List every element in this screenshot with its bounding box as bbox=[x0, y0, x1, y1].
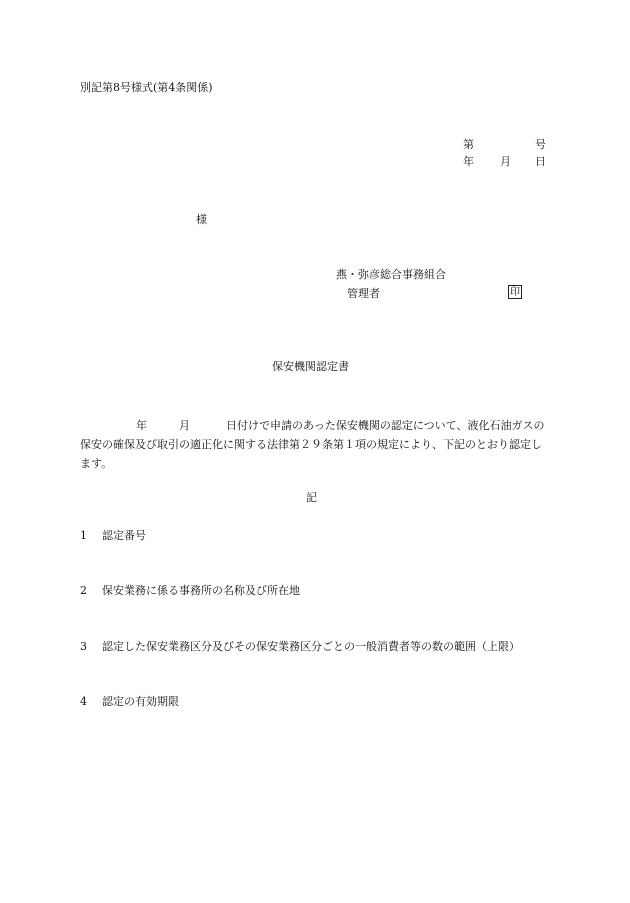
date-day-label: 日 bbox=[535, 155, 546, 168]
date-year-label: 年 bbox=[463, 155, 474, 168]
body-year-label: 年 bbox=[136, 419, 147, 432]
date-month-label: 月 bbox=[500, 155, 511, 168]
document-number-suffix: 号 bbox=[535, 138, 546, 151]
seal-box: 印 bbox=[510, 287, 520, 298]
list-item bbox=[80, 695, 179, 709]
ki-heading: 記 bbox=[306, 491, 317, 504]
body-month-label: 月 bbox=[179, 419, 190, 432]
document-title: 保安機関認定書 bbox=[272, 360, 349, 373]
item-number: 2 bbox=[80, 584, 87, 597]
body-text: 日付けで申請のあった保安機関の認定について、液化石油ガスの保安の確保及び取引の適正化に関する法律第２９条第１項の規定により、下記のとおり認定します。 bbox=[80, 419, 545, 470]
item-number: 3 bbox=[80, 640, 87, 653]
addressee-honorific: 様 bbox=[196, 213, 207, 226]
item-label: 認定の有効期限 bbox=[102, 695, 179, 708]
form-label: 別記第8号様式(第4条関係) bbox=[80, 81, 213, 94]
item-number: 4 bbox=[80, 695, 87, 708]
list-item bbox=[80, 529, 146, 543]
list-item bbox=[80, 640, 520, 654]
issuer-role: 管理者 bbox=[347, 287, 380, 300]
list-item bbox=[80, 584, 300, 598]
item-label: 認定番号 bbox=[102, 529, 146, 542]
body-paragraph bbox=[80, 416, 552, 473]
item-label: 認定した保安業務区分及びその保安業務区分ごとの一般消費者等の数の範囲（上限） bbox=[102, 640, 520, 653]
item-number: 1 bbox=[80, 529, 87, 542]
document-number-prefix: 第 bbox=[463, 138, 474, 151]
item-label: 保安業務に係る事務所の名称及び所在地 bbox=[102, 584, 300, 597]
issuer-organization: 燕・弥彦総合事務組合 bbox=[336, 268, 446, 281]
